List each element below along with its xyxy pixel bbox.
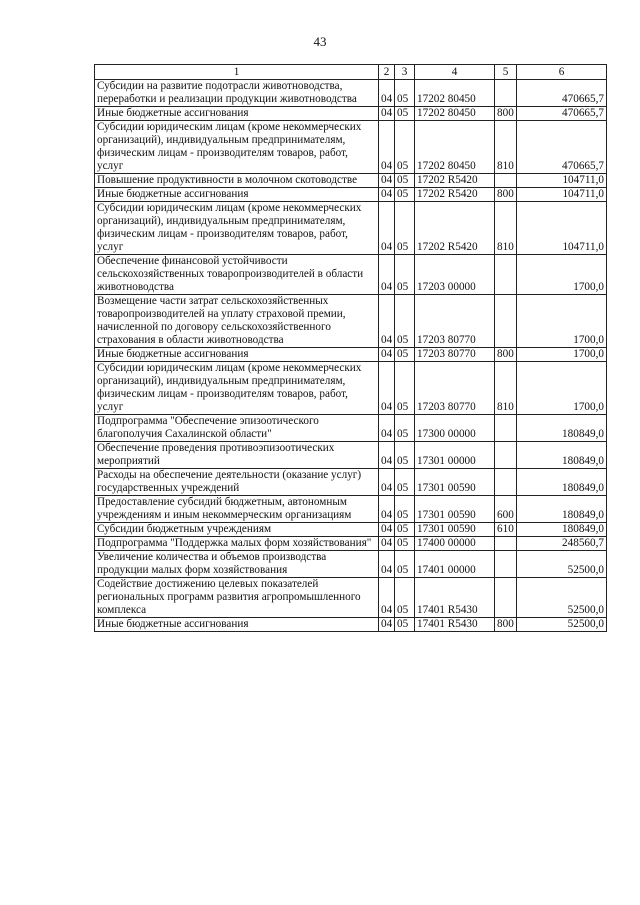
row-expense-type-cell: 600 — [495, 496, 517, 523]
row-section-cell: 04 — [379, 174, 395, 188]
table-row — [95, 523, 607, 537]
table-row — [95, 469, 607, 496]
row-expense-type-cell — [495, 469, 517, 496]
row-name-cell: Обеспечение проведения противоэпизоотических мероприятий — [95, 442, 379, 469]
row-amount-cell: 1700,0 — [517, 348, 607, 362]
row-section-cell: 04 — [379, 255, 395, 295]
row-name-cell: Субсидии юридическим лицам (кроме некоммерческих организаций), индивидуальным предпринимателям, физическим лицам - производителям товаров, работ, услуг — [95, 202, 379, 255]
row-name-cell: Субсидии юридическим лицам (кроме некоммерческих организаций), индивидуальным предпринимателям, физическим лицам - производителям товаров, работ, услуг — [95, 121, 379, 174]
table-row — [95, 348, 607, 362]
row-section-cell: 04 — [379, 537, 395, 551]
row-section-cell: 04 — [379, 121, 395, 174]
row-subsection-cell: 05 — [395, 188, 415, 202]
row-amount-cell: 470665,7 — [517, 107, 607, 121]
row-expense-type-cell: 610 — [495, 523, 517, 537]
row-name-cell: Обеспечение финансовой устойчивости сельскохозяйственных товаропроизводителей в области животноводства — [95, 255, 379, 295]
row-subsection-cell: 05 — [395, 80, 415, 107]
row-target-article-cell: 17301 00000 — [415, 442, 495, 469]
row-name-cell: Иные бюджетные ассигнования — [95, 107, 379, 121]
row-target-article-cell: 17301 00590 — [415, 523, 495, 537]
row-amount-cell: 180849,0 — [517, 496, 607, 523]
column-header: 4 — [415, 65, 495, 80]
row-target-article-cell: 17400 00000 — [415, 537, 495, 551]
row-subsection-cell: 05 — [395, 618, 415, 632]
column-header: 3 — [395, 65, 415, 80]
row-target-article-cell: 17202 80450 — [415, 80, 495, 107]
row-target-article-cell: 17203 80770 — [415, 348, 495, 362]
row-amount-cell: 1700,0 — [517, 255, 607, 295]
row-subsection-cell: 05 — [395, 537, 415, 551]
column-header: 6 — [517, 65, 607, 80]
row-name-cell: Увеличение количества и объемов производства продукции малых форм хозяйствования — [95, 551, 379, 578]
row-expense-type-cell — [495, 255, 517, 295]
row-amount-cell: 248560,7 — [517, 537, 607, 551]
column-header: 5 — [495, 65, 517, 80]
column-header: 2 — [379, 65, 395, 80]
row-name-cell: Субсидии юридическим лицам (кроме некоммерческих организаций), индивидуальным предпринимателям, физическим лицам - производителям товаров, работ, услуг — [95, 362, 379, 415]
table-row — [95, 618, 607, 632]
row-amount-cell: 1700,0 — [517, 362, 607, 415]
row-name-cell: Иные бюджетные ассигнования — [95, 348, 379, 362]
row-subsection-cell: 05 — [395, 202, 415, 255]
row-target-article-cell: 17401 R5430 — [415, 618, 495, 632]
table-row — [95, 121, 607, 174]
row-expense-type-cell — [495, 415, 517, 442]
row-name-cell: Субсидии бюджетным учреждениям — [95, 523, 379, 537]
row-target-article-cell: 17301 00590 — [415, 496, 495, 523]
row-subsection-cell: 05 — [395, 174, 415, 188]
row-section-cell: 04 — [379, 469, 395, 496]
row-target-article-cell: 17203 00000 — [415, 255, 495, 295]
table-row — [95, 496, 607, 523]
row-section-cell: 04 — [379, 80, 395, 107]
row-amount-cell: 180849,0 — [517, 442, 607, 469]
row-expense-type-cell: 800 — [495, 618, 517, 632]
row-section-cell: 04 — [379, 188, 395, 202]
row-amount-cell: 104711,0 — [517, 174, 607, 188]
row-expense-type-cell: 810 — [495, 362, 517, 415]
row-amount-cell: 104711,0 — [517, 188, 607, 202]
row-amount-cell: 52500,0 — [517, 578, 607, 618]
row-subsection-cell: 05 — [395, 295, 415, 348]
row-target-article-cell: 17202 80450 — [415, 107, 495, 121]
row-name-cell: Предоставление субсидий бюджетным, автономным учреждениям и иным некоммерческим организациям — [95, 496, 379, 523]
row-target-article-cell: 17203 80770 — [415, 362, 495, 415]
row-target-article-cell: 17203 80770 — [415, 295, 495, 348]
row-section-cell: 04 — [379, 442, 395, 469]
budget-table — [94, 64, 607, 632]
row-expense-type-cell — [495, 80, 517, 107]
row-subsection-cell: 05 — [395, 578, 415, 618]
table-row — [95, 295, 607, 348]
row-name-cell: Субсидии на развитие подотрасли животноводства, переработки и реализации продукции животноводства — [95, 80, 379, 107]
row-expense-type-cell: 810 — [495, 202, 517, 255]
row-name-cell: Расходы на обеспечение деятельности (оказание услуг) государственных учреждений — [95, 469, 379, 496]
row-section-cell: 04 — [379, 551, 395, 578]
row-expense-type-cell — [495, 537, 517, 551]
table-row — [95, 80, 607, 107]
page-number: 43 — [313, 34, 327, 49]
row-target-article-cell: 17300 00000 — [415, 415, 495, 442]
row-name-cell: Иные бюджетные ассигнования — [95, 188, 379, 202]
row-expense-type-cell — [495, 551, 517, 578]
table-row — [95, 107, 607, 121]
row-expense-type-cell — [495, 442, 517, 469]
table-row — [95, 578, 607, 618]
row-amount-cell: 470665,7 — [517, 80, 607, 107]
row-subsection-cell: 05 — [395, 362, 415, 415]
row-name-cell: Подпрограмма "Обеспечение эпизоотического благополучия Сахалинской области" — [95, 415, 379, 442]
row-amount-cell: 180849,0 — [517, 415, 607, 442]
row-section-cell: 04 — [379, 415, 395, 442]
row-expense-type-cell — [495, 578, 517, 618]
row-name-cell: Содействие достижению целевых показателей региональных программ развития агропромышленного комплекса — [95, 578, 379, 618]
table-row — [95, 188, 607, 202]
row-subsection-cell: 05 — [395, 255, 415, 295]
row-section-cell: 04 — [379, 202, 395, 255]
row-name-cell: Повышение продуктивности в молочном скотоводстве — [95, 174, 379, 188]
row-subsection-cell: 05 — [395, 551, 415, 578]
row-section-cell: 04 — [379, 362, 395, 415]
table-row — [95, 551, 607, 578]
row-expense-type-cell — [495, 174, 517, 188]
row-subsection-cell: 05 — [395, 442, 415, 469]
row-section-cell: 04 — [379, 618, 395, 632]
row-subsection-cell: 05 — [395, 523, 415, 537]
row-amount-cell: 104711,0 — [517, 202, 607, 255]
table-row — [95, 442, 607, 469]
row-section-cell: 04 — [379, 348, 395, 362]
row-expense-type-cell: 800 — [495, 107, 517, 121]
row-target-article-cell: 17202 R5420 — [415, 188, 495, 202]
row-subsection-cell: 05 — [395, 121, 415, 174]
table-row — [95, 415, 607, 442]
row-target-article-cell: 17202 R5420 — [415, 174, 495, 188]
row-expense-type-cell: 800 — [495, 188, 517, 202]
row-subsection-cell: 05 — [395, 107, 415, 121]
row-amount-cell: 470665,7 — [517, 121, 607, 174]
row-section-cell: 04 — [379, 523, 395, 537]
row-target-article-cell: 17401 R5430 — [415, 578, 495, 618]
row-section-cell: 04 — [379, 496, 395, 523]
row-target-article-cell: 17401 00000 — [415, 551, 495, 578]
row-name-cell: Иные бюджетные ассигнования — [95, 618, 379, 632]
row-amount-cell: 52500,0 — [517, 618, 607, 632]
row-subsection-cell: 05 — [395, 348, 415, 362]
row-target-article-cell: 17202 80450 — [415, 121, 495, 174]
row-section-cell: 04 — [379, 295, 395, 348]
row-subsection-cell: 05 — [395, 496, 415, 523]
row-subsection-cell: 05 — [395, 415, 415, 442]
row-target-article-cell: 17301 00590 — [415, 469, 495, 496]
table-row — [95, 174, 607, 188]
table-row — [95, 537, 607, 551]
row-amount-cell: 52500,0 — [517, 551, 607, 578]
table-row — [95, 255, 607, 295]
row-expense-type-cell: 810 — [495, 121, 517, 174]
row-amount-cell: 1700,0 — [517, 295, 607, 348]
row-amount-cell: 180849,0 — [517, 523, 607, 537]
row-expense-type-cell — [495, 295, 517, 348]
table-row — [95, 202, 607, 255]
table-row — [95, 362, 607, 415]
row-section-cell: 04 — [379, 107, 395, 121]
row-amount-cell: 180849,0 — [517, 469, 607, 496]
column-header: 1 — [95, 65, 379, 80]
row-section-cell: 04 — [379, 578, 395, 618]
row-name-cell: Подпрограмма "Поддержка малых форм хозяйствования" — [95, 537, 379, 551]
row-expense-type-cell: 800 — [495, 348, 517, 362]
table-header-row — [95, 65, 607, 80]
row-target-article-cell: 17202 R5420 — [415, 202, 495, 255]
row-subsection-cell: 05 — [395, 469, 415, 496]
row-name-cell: Возмещение части затрат сельскохозяйственных товаропроизводителей на уплату страховой премии, начисленной по договору сельскохозяйственного страхования в области животноводства — [95, 295, 379, 348]
